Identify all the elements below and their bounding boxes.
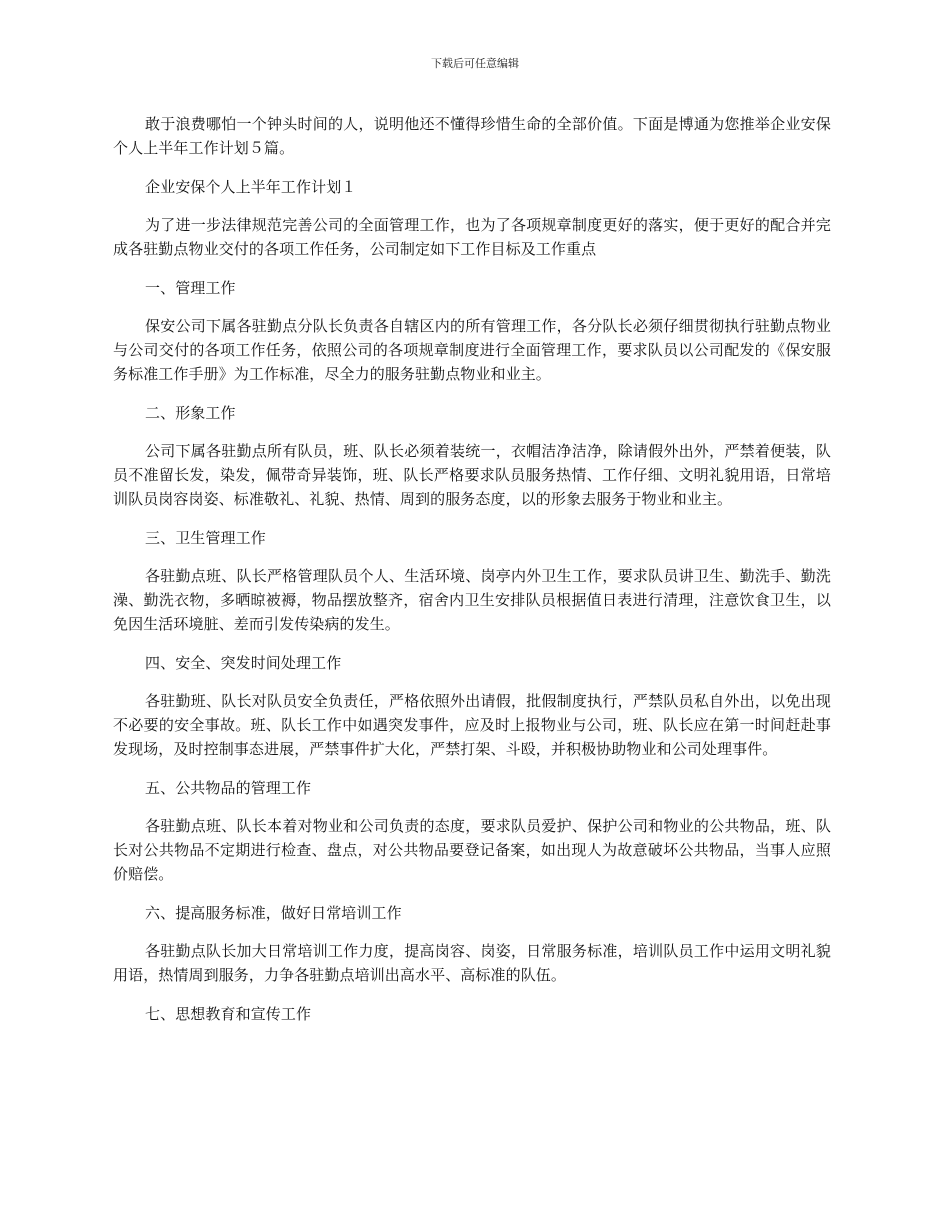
body-paragraph: 保安公司下属各驻勤点分队长负责各自辖区内的所有管理工作，各分队长必须仔细贯彻执行驻勤点物业与公司交付的各项工作任务，依照公司的各项规章制度进行全面管理工作，要求队员以公司配发的《保安服务标准工作手册》为工作标准，尽全力的服务驻勤点物业和业主。 bbox=[113, 317, 831, 383]
document-title: 企业安保个人上半年工作计划１ bbox=[145, 177, 357, 196]
body-paragraph: 公司下属各驻勤点所有队员，班、队长必须着装统一，衣帽洁净洁净，除请假外出外，严禁着便装，队员不准留长发，染发，佩带奇异装饰，班、队长严格要求队员服务热情、工作仔细、文明礼貌用语，日常培训队员岗容岗姿、标准敬礼、礼貌、热情、周到的服务态度，以的形象去服务于物业和业主。 bbox=[113, 442, 831, 508]
body-paragraph: 各驻勤点队长加大日常培训工作力度，提高岗容、岗姿，日常服务标准，培训队员工作中运用文明礼貌用语，热情周到服务，力争各驻勤点培训出高水平、高标准的队伍。 bbox=[113, 942, 831, 984]
body-paragraph: 为了进一步法律规范完善公司的全面管理工作，也为了各项规章制度更好的落实，便于更好的配合并完成各驻勤点物业交付的各项工作任务，公司制定如下工作目标及工作重点 bbox=[113, 216, 831, 258]
body-paragraph: 各驻勤班、队长对队员安全负责任，严格依照外出请假，批假制度执行，严禁队员私自外出，以免出现不必要的安全事故。班、队长工作中如遇突发事件，应及时上报物业与公司，班、队长应在第一时间赶赴事发现场，及时控制事态进展，严禁事件扩大化，严禁打架、斗殴，并积极协助物业和公司处理事件。 bbox=[113, 692, 831, 758]
section-heading: 三、卫生管理工作 bbox=[145, 528, 266, 547]
body-paragraph: 各驻勤点班、队长本着对物业和公司负责的态度，要求队员爱护、保护公司和物业的公共物品，班、队长对公共物品不定期进行检查、盘点，对公共物品要登记备案，如出现人为故意破坏公共物品，当事人应照价赔偿。 bbox=[113, 817, 831, 883]
body-paragraph: 各驻勤点班、队长严格管理队员个人、生活环境、岗亭内外卫生工作，要求队员讲卫生、勤洗手、勤洗澡、勤洗衣物，多晒晾被褥，物品摆放整齐，宿舍内卫生安排队员根据值日表进行清理，注意饮食卫生，以免因生活环境脏、差而引发传染病的发生。 bbox=[113, 567, 831, 633]
section-heading: 五、公共物品的管理工作 bbox=[145, 778, 312, 797]
page-header: 下载后可任意编辑 bbox=[431, 57, 519, 70]
intro-paragraph: 敢于浪费哪怕一个钟头时间的人，说明他还不懂得珍惜生命的全部价值。下面是博通为您推举企业安保个人上半年工作计划５篇。 bbox=[113, 115, 831, 157]
section-heading: 七、思想教育和宣传工作 bbox=[145, 1004, 312, 1023]
section-heading: 一、管理工作 bbox=[145, 278, 236, 297]
document-body bbox=[113, 112, 831, 1040]
section-heading: 四、安全、突发时间处理工作 bbox=[145, 653, 342, 672]
section-heading: 六、提高服务标准，做好日常培训工作 bbox=[145, 903, 402, 922]
section-heading: 二、形象工作 bbox=[145, 403, 236, 422]
